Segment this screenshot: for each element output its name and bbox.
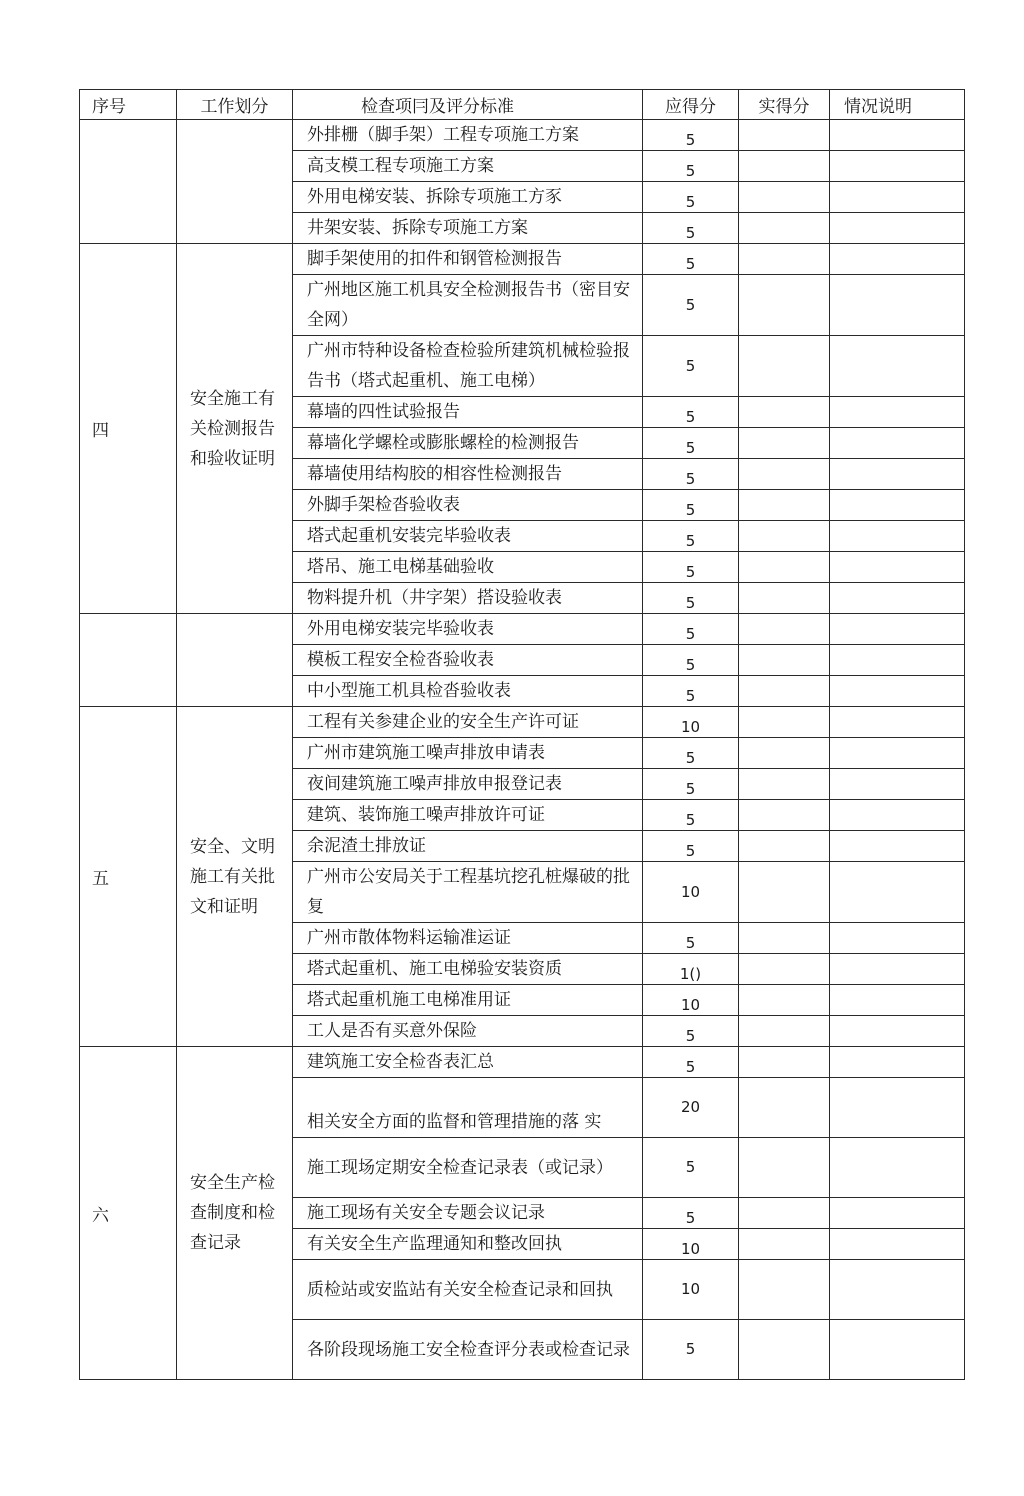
actual-score-cell	[739, 614, 830, 645]
notes-cell	[830, 490, 965, 521]
item-cell: 建筑施工安全检沓表汇总	[293, 1047, 643, 1078]
actual-score-cell	[739, 1260, 830, 1320]
notes-cell	[830, 1229, 965, 1260]
notes-cell	[830, 1138, 965, 1198]
expected-score-cell: 5	[643, 213, 739, 244]
expected-score-cell: 5	[643, 459, 739, 490]
notes-cell	[830, 707, 965, 738]
seq-cell: 六	[80, 1047, 177, 1380]
expected-score-cell: 5	[643, 1016, 739, 1047]
expected-score-cell: 5	[643, 1138, 739, 1198]
item-cell: 广州市散体物料运输准运证	[293, 923, 643, 954]
notes-cell	[830, 1047, 965, 1078]
actual-score-cell	[739, 1016, 830, 1047]
notes-cell	[830, 583, 965, 614]
inspection-table	[79, 89, 965, 1380]
notes-cell	[830, 275, 965, 336]
expected-score-cell: 5	[643, 1047, 739, 1078]
expected-score-cell: 5	[643, 923, 739, 954]
expected-score-cell: 5	[643, 738, 739, 769]
actual-score-cell	[739, 244, 830, 275]
division-cell: 安全生产检查制度和检查记录	[177, 1047, 293, 1380]
actual-score-cell	[739, 1047, 830, 1078]
header-actual-score: 实得分	[739, 90, 830, 120]
header-notes: 情况说明	[830, 90, 965, 120]
expected-score-cell: 5	[643, 151, 739, 182]
notes-cell	[830, 459, 965, 490]
notes-cell	[830, 1198, 965, 1229]
header-expected-score: 应得分	[643, 90, 739, 120]
notes-cell	[830, 800, 965, 831]
item-cell: 塔式起重机施工电梯准用证	[293, 985, 643, 1016]
item-cell: 质检站或安监站有关安全检查记录和回执	[293, 1260, 643, 1320]
division-cell	[177, 120, 293, 244]
expected-score-cell: 5	[643, 275, 739, 336]
expected-score-cell: 5	[643, 182, 739, 213]
seq-cell: 五	[80, 707, 177, 1047]
item-cell: 相关安全方面的监督和管理措施的落 实	[293, 1078, 643, 1138]
item-cell: 中小型施工机具检沓验收表	[293, 676, 643, 707]
expected-score-cell: 5	[643, 428, 739, 459]
actual-score-cell	[739, 336, 830, 397]
actual-score-cell	[739, 862, 830, 923]
item-cell: 幕墙使用结构胶的相容性检测报告	[293, 459, 643, 490]
notes-cell	[830, 738, 965, 769]
item-cell: 外排栅（脚手架）工程专项施工方案	[293, 120, 643, 151]
notes-cell	[830, 676, 965, 707]
header-row	[80, 90, 965, 120]
actual-score-cell	[739, 738, 830, 769]
notes-cell	[830, 985, 965, 1016]
table-row	[80, 1047, 965, 1078]
expected-score-cell: 5	[643, 583, 739, 614]
notes-cell	[830, 769, 965, 800]
expected-score-cell: 10	[643, 1229, 739, 1260]
actual-score-cell	[739, 954, 830, 985]
expected-score-cell: 20	[643, 1078, 739, 1138]
expected-score-cell: 5	[643, 769, 739, 800]
actual-score-cell	[739, 923, 830, 954]
item-cell: 物料提升机（井字架）搭设验收表	[293, 583, 643, 614]
notes-cell	[830, 1320, 965, 1380]
item-cell: 广州市特种设备检查检验所建筑机械检验报告书（塔式起重机、施工电梯）	[293, 336, 643, 397]
header-seq: 序号	[80, 90, 177, 120]
notes-cell	[830, 336, 965, 397]
item-cell: 幕墙的四性试验报告	[293, 397, 643, 428]
item-cell: 井架安装、拆除专项施工方案	[293, 213, 643, 244]
notes-cell	[830, 552, 965, 583]
seq-cell	[80, 614, 177, 707]
expected-score-cell: 10	[643, 1260, 739, 1320]
expected-score-cell: 5	[643, 490, 739, 521]
expected-score-cell: 5	[643, 120, 739, 151]
item-cell: 建筑、装饰施工噪声排放许可证	[293, 800, 643, 831]
item-cell: 施工现场定期安全检查记录表（或记录）	[293, 1138, 643, 1198]
item-cell: 有关安全生产监理通知和整改回执	[293, 1229, 643, 1260]
item-cell: 余泥渣土排放证	[293, 831, 643, 862]
item-cell: 施工现场有关安全专题会议记录	[293, 1198, 643, 1229]
item-cell: 塔吊、施工电梯基础验收	[293, 552, 643, 583]
actual-score-cell	[739, 213, 830, 244]
item-cell: 外脚手架检沓验收表	[293, 490, 643, 521]
actual-score-cell	[739, 1198, 830, 1229]
table-row	[80, 120, 965, 151]
actual-score-cell	[739, 490, 830, 521]
expected-score-cell: 10	[643, 862, 739, 923]
item-cell: 工程有关参建企业的安全生产许可证	[293, 707, 643, 738]
expected-score-cell: 5	[643, 521, 739, 552]
item-cell: 模板工程安全检沓验收表	[293, 645, 643, 676]
expected-score-cell: 1()	[643, 954, 739, 985]
actual-score-cell	[739, 583, 830, 614]
actual-score-cell	[739, 707, 830, 738]
item-cell: 广州地区施工机具安全检测报告书（密目安全网）	[293, 275, 643, 336]
division-cell	[177, 614, 293, 707]
table-body	[80, 120, 965, 1380]
item-cell: 外用电梯安装、拆除专项施工方豕	[293, 182, 643, 213]
notes-cell	[830, 831, 965, 862]
expected-score-cell: 5	[643, 614, 739, 645]
actual-score-cell	[739, 645, 830, 676]
actual-score-cell	[739, 800, 830, 831]
table-row	[80, 244, 965, 275]
division-cell: 安全、文明施工有关批文和证明	[177, 707, 293, 1047]
expected-score-cell: 5	[643, 800, 739, 831]
notes-cell	[830, 151, 965, 182]
item-cell: 高支模工程专项施工方案	[293, 151, 643, 182]
notes-cell	[830, 244, 965, 275]
notes-cell	[830, 521, 965, 552]
expected-score-cell: 5	[643, 676, 739, 707]
notes-cell	[830, 1016, 965, 1047]
actual-score-cell	[739, 120, 830, 151]
item-cell: 脚手架使用的扣件和钢管检测报告	[293, 244, 643, 275]
notes-cell	[830, 120, 965, 151]
actual-score-cell	[739, 1229, 830, 1260]
notes-cell	[830, 1260, 965, 1320]
notes-cell	[830, 213, 965, 244]
notes-cell	[830, 923, 965, 954]
seq-cell	[80, 120, 177, 244]
expected-score-cell: 5	[643, 831, 739, 862]
item-cell: 广州市建筑施工噪声排放申请表	[293, 738, 643, 769]
actual-score-cell	[739, 769, 830, 800]
expected-score-cell: 5	[643, 336, 739, 397]
actual-score-cell	[739, 397, 830, 428]
actual-score-cell	[739, 1138, 830, 1198]
expected-score-cell: 10	[643, 707, 739, 738]
actual-score-cell	[739, 552, 830, 583]
actual-score-cell	[739, 428, 830, 459]
expected-score-cell: 5	[643, 1320, 739, 1380]
item-cell: 夜间建筑施工噪声排放申报登记表	[293, 769, 643, 800]
actual-score-cell	[739, 831, 830, 862]
notes-cell	[830, 862, 965, 923]
actual-score-cell	[739, 182, 830, 213]
item-cell: 幕墙化学螺栓或膨胀螺栓的检测报告	[293, 428, 643, 459]
actual-score-cell	[739, 459, 830, 490]
item-cell: 外用电梯安装完毕验收表	[293, 614, 643, 645]
item-cell: 塔式起重机安装完毕验收表	[293, 521, 643, 552]
actual-score-cell	[739, 1078, 830, 1138]
expected-score-cell: 5	[643, 397, 739, 428]
actual-score-cell	[739, 985, 830, 1016]
actual-score-cell	[739, 151, 830, 182]
header-division: 工作划分	[177, 90, 293, 120]
seq-cell: 四	[80, 244, 177, 614]
actual-score-cell	[739, 521, 830, 552]
division-cell: 安全施工有关检测报告和验收证明	[177, 244, 293, 614]
notes-cell	[830, 428, 965, 459]
table-row	[80, 707, 965, 738]
notes-cell	[830, 645, 965, 676]
notes-cell	[830, 397, 965, 428]
item-cell: 广州市公安局关于工程基坑挖孔桩爆破的批复	[293, 862, 643, 923]
actual-score-cell	[739, 275, 830, 336]
item-cell: 各阶段现场施工安全检查评分表或检查记录	[293, 1320, 643, 1380]
expected-score-cell: 5	[643, 552, 739, 583]
table-row	[80, 614, 965, 645]
expected-score-cell: 5	[643, 645, 739, 676]
expected-score-cell: 5	[643, 244, 739, 275]
expected-score-cell: 10	[643, 985, 739, 1016]
actual-score-cell	[739, 1320, 830, 1380]
actual-score-cell	[739, 676, 830, 707]
notes-cell	[830, 182, 965, 213]
notes-cell	[830, 1078, 965, 1138]
notes-cell	[830, 614, 965, 645]
item-cell: 塔式起重机、施工电梯验安装资质	[293, 954, 643, 985]
notes-cell	[830, 954, 965, 985]
header-item: 检查项冃及评分标准	[293, 90, 643, 120]
item-cell: 工人是否有买意外保险	[293, 1016, 643, 1047]
expected-score-cell: 5	[643, 1198, 739, 1229]
